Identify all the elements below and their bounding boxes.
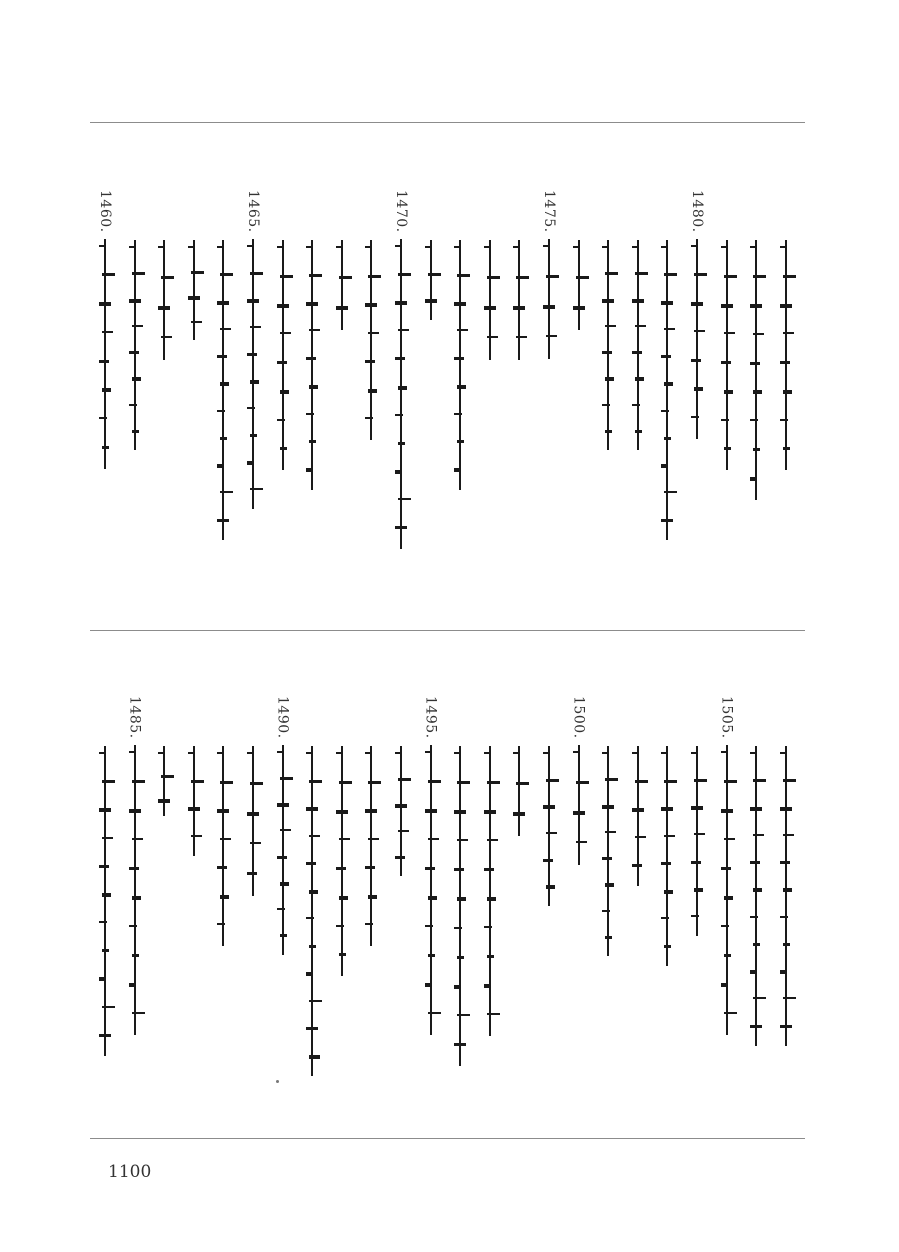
- mongolian-script-line: [356, 746, 386, 946]
- mongolian-script-line: [593, 240, 623, 450]
- middle-rule: [90, 630, 805, 631]
- line-number: 1460.: [97, 190, 113, 233]
- bottom-rule: [90, 1138, 805, 1139]
- verse-line: [327, 190, 357, 330]
- verse-line: [297, 190, 327, 490]
- mongolian-script-line: [504, 746, 534, 836]
- verse-line: [238, 696, 268, 896]
- verse-line: [238, 190, 268, 509]
- mongolian-script-line: [208, 746, 238, 946]
- mongolian-script-line: [149, 746, 179, 816]
- mongolian-script-line: [771, 746, 801, 1046]
- mongolian-script-line: [356, 240, 386, 440]
- verse-line: [416, 190, 446, 320]
- mongolian-script-line: [475, 240, 505, 360]
- verse-line: [623, 696, 653, 886]
- verse-line: [120, 696, 150, 1035]
- verse-line: [712, 190, 742, 470]
- verse-line: [90, 190, 120, 469]
- verse-line: [386, 696, 416, 876]
- mongolian-script-line: [593, 746, 623, 956]
- verse-line: [90, 696, 120, 1056]
- verse-line: [593, 696, 623, 956]
- mongolian-script-line: [120, 745, 150, 1035]
- mongolian-script-line: [90, 746, 120, 1056]
- line-number: 1505.: [718, 696, 735, 739]
- mongolian-script-line: [238, 746, 268, 896]
- mongolian-script-line: [268, 240, 298, 470]
- mongolian-script-line: [297, 240, 327, 490]
- verse-line: [652, 190, 682, 540]
- mongolian-script-line: [712, 745, 742, 1035]
- mongolian-script-line: [416, 745, 446, 1035]
- verse-block-top: [88, 190, 808, 610]
- verse-line: [534, 696, 564, 906]
- verse-line: [356, 696, 386, 946]
- line-number: 1490.: [274, 696, 291, 739]
- mongolian-script-line: [504, 240, 534, 360]
- top-rule: [90, 122, 805, 123]
- mongolian-script-line: [416, 240, 446, 320]
- verse-line: [179, 696, 209, 856]
- verse-line: [327, 696, 357, 976]
- verse-block-bottom: [88, 696, 808, 1116]
- verse-line: [564, 696, 594, 865]
- mongolian-script-line: [652, 240, 682, 540]
- verse-line: [534, 190, 564, 359]
- verse-line: [593, 190, 623, 450]
- verse-line: [504, 696, 534, 836]
- mongolian-script-line: [297, 746, 327, 1076]
- verse-line: [771, 696, 801, 1046]
- verse-line: [120, 190, 150, 450]
- mongolian-script-line: [652, 746, 682, 966]
- mongolian-script-line: [682, 239, 712, 439]
- mongolian-script-line: [445, 746, 475, 1066]
- verse-line: [297, 696, 327, 1076]
- verse-line: [741, 190, 771, 500]
- line-number: 1495.: [422, 696, 439, 739]
- verse-line: [712, 696, 742, 1035]
- verse-line: [445, 190, 475, 490]
- verse-line: [771, 190, 801, 470]
- mongolian-script-line: [771, 240, 801, 470]
- mongolian-script-line: [90, 239, 120, 469]
- verse-line: [682, 696, 712, 936]
- mongolian-script-line: [120, 240, 150, 450]
- verse-line: [445, 696, 475, 1066]
- page-number: 1100: [108, 1162, 152, 1182]
- print-speck: [276, 1080, 279, 1083]
- mongolian-script-line: [327, 746, 357, 976]
- mongolian-script-line: [149, 240, 179, 360]
- mongolian-script-line: [179, 746, 209, 856]
- mongolian-script-line: [534, 239, 564, 359]
- verse-line: [149, 190, 179, 360]
- verse-line: [356, 190, 386, 440]
- mongolian-script-line: [712, 240, 742, 470]
- mongolian-script-line: [623, 240, 653, 450]
- mongolian-script-line: [445, 240, 475, 490]
- mongolian-script-line: [564, 745, 594, 865]
- verse-line: [208, 190, 238, 540]
- verse-line: [416, 696, 446, 1035]
- line-number: 1475.: [541, 190, 557, 233]
- verse-line: [149, 696, 179, 816]
- mongolian-script-line: [386, 746, 416, 876]
- line-number: 1470.: [393, 190, 409, 233]
- mongolian-script-line: [208, 240, 238, 540]
- verse-line: [475, 696, 505, 1036]
- mongolian-script-line: [682, 746, 712, 936]
- verse-line: [623, 190, 653, 450]
- line-number: 1480.: [689, 190, 705, 233]
- mongolian-script-line: [741, 746, 771, 1046]
- verse-line: [652, 696, 682, 966]
- mongolian-script-line: [564, 240, 594, 330]
- verse-line: [564, 190, 594, 330]
- verse-line: [386, 190, 416, 549]
- mongolian-script-line: [623, 746, 653, 886]
- verse-line: [208, 696, 238, 946]
- mongolian-script-line: [268, 745, 298, 955]
- verse-line: [179, 190, 209, 340]
- mongolian-script-line: [475, 746, 505, 1036]
- mongolian-script-line: [179, 240, 209, 340]
- verse-line: [475, 190, 505, 360]
- mongolian-script-line: [238, 239, 268, 509]
- verse-line: [682, 190, 712, 439]
- line-number: 1485.: [126, 696, 143, 739]
- verse-line: [504, 190, 534, 360]
- verse-line: [268, 696, 298, 955]
- verse-line: [741, 696, 771, 1046]
- mongolian-script-line: [327, 240, 357, 330]
- verse-line: [268, 190, 298, 470]
- mongolian-script-line: [386, 239, 416, 549]
- mongolian-script-line: [741, 240, 771, 500]
- mongolian-script-line: [534, 746, 564, 906]
- line-number: 1465.: [245, 190, 261, 233]
- line-number: 1500.: [570, 696, 587, 739]
